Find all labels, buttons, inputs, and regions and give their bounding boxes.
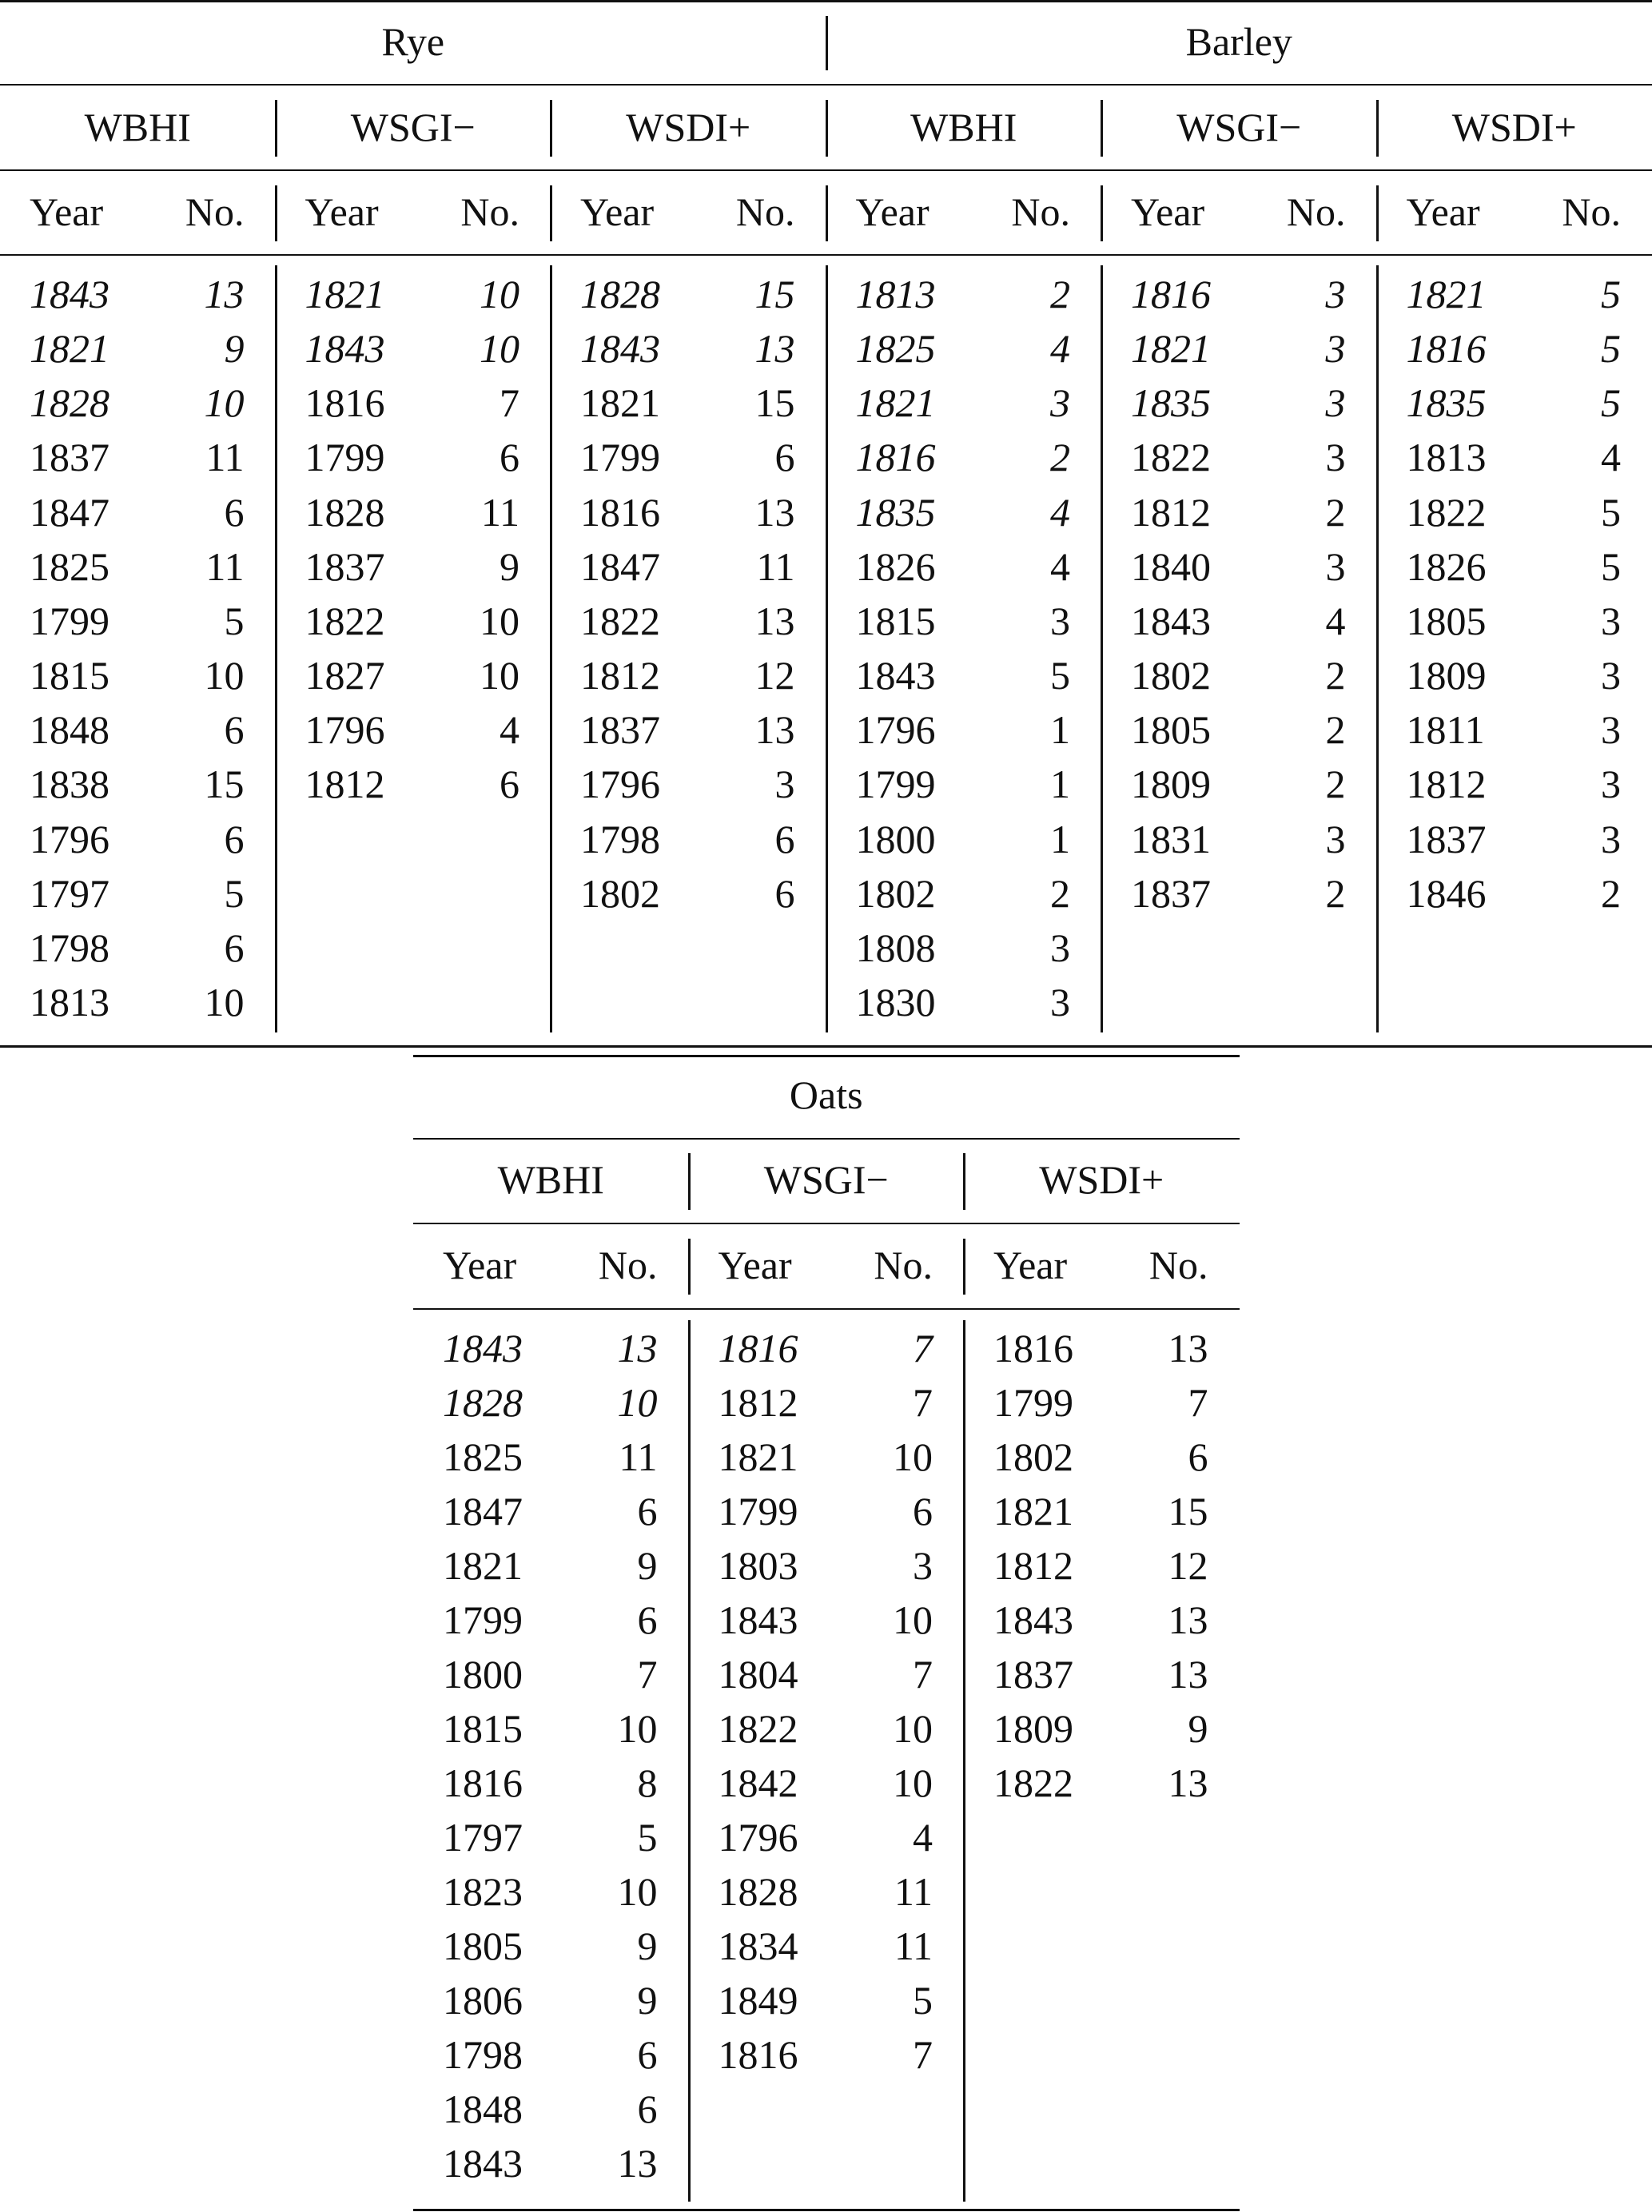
cell-year-rye-wsgi: 1843	[305, 326, 385, 372]
column-header-no: No.	[1011, 189, 1070, 234]
cell-no-rye-wsdi: 12	[754, 653, 795, 698]
cell-year-oats-wbhi: 1806	[443, 1978, 523, 2023]
cell-no-rye-wbhi: 10	[204, 380, 245, 426]
column-header-year: Year	[30, 189, 104, 234]
cell-no-barley-wbhi: 1	[1050, 816, 1070, 861]
cell-year-barley-wbhi: 1816	[855, 435, 936, 480]
cell-year-oats-wsdi: 1821	[993, 1489, 1073, 1534]
cell-year-oats-wsgi: 1849	[718, 1978, 798, 2023]
cell-no-oats-wbhi: 10	[617, 1869, 658, 1914]
cell-no-oats-wsdi: 9	[1188, 1706, 1208, 1751]
cell-no-barley-wbhi: 4	[1050, 326, 1070, 372]
cell-year-barley-wsgi: 1831	[1131, 816, 1211, 861]
cell-no-oats-wsgi: 5	[913, 1978, 933, 2023]
cell-no-rye-wsdi: 13	[754, 598, 795, 643]
column-header-no: No.	[598, 1243, 658, 1287]
cell-year-oats-wsdi: 1799	[993, 1380, 1073, 1425]
cell-year-oats-wsgi: 1804	[718, 1652, 798, 1697]
cell-no-oats-wsdi: 7	[1188, 1380, 1208, 1425]
cell-no-oats-wbhi: 10	[617, 1706, 658, 1751]
cell-no-barley-wbhi: 4	[1050, 543, 1070, 589]
cell-no-rye-wbhi: 11	[205, 543, 245, 589]
cell-year-oats-wsdi: 1809	[993, 1706, 1073, 1751]
cell-no-oats-wbhi: 9	[637, 1978, 658, 2023]
cell-year-rye-wbhi: 1848	[30, 707, 109, 753]
cell-no-barley-wbhi: 2	[1050, 272, 1070, 316]
cell-no-oats-wbhi: 9	[637, 1924, 658, 1968]
column-header-no: No.	[874, 1243, 933, 1287]
cell-no-oats-wbhi: 8	[637, 1760, 658, 1805]
cell-no-barley-wsdi: 5	[1601, 380, 1621, 426]
cell-no-barley-wsdi: 3	[1601, 762, 1621, 807]
cell-year-barley-wbhi: 1808	[855, 925, 936, 970]
column-header-year: Year	[443, 1243, 517, 1287]
cell-no-barley-wsgi: 3	[1325, 816, 1346, 861]
cell-no-rye-wsdi: 11	[756, 543, 795, 589]
cell-year-rye-wsdi: 1843	[580, 326, 660, 372]
cell-year-rye-wbhi: 1813	[30, 979, 109, 1024]
cell-year-rye-wsgi: 1812	[305, 762, 385, 807]
cell-no-rye-wsgi: 10	[480, 272, 519, 316]
cell-no-oats-wbhi: 9	[637, 1543, 658, 1588]
index-header-barley-wsdi: WSDI+	[1451, 105, 1577, 149]
cell-no-oats-wsgi: 10	[893, 1434, 933, 1479]
cell-no-oats-wbhi: 6	[637, 1597, 658, 1642]
index-header-rye-wsgi: WSGI−	[350, 105, 476, 149]
cell-no-barley-wbhi: 2	[1050, 435, 1070, 480]
cell-year-oats-wbhi: 1825	[443, 1434, 523, 1479]
cell-year-barley-wsdi: 1822	[1406, 489, 1487, 535]
cell-no-barley-wsdi: 2	[1601, 870, 1621, 916]
cell-year-rye-wbhi: 1796	[30, 816, 109, 861]
cell-year-oats-wsdi: 1816	[993, 1326, 1073, 1371]
cell-year-barley-wbhi: 1821	[855, 380, 936, 426]
cell-year-rye-wsdi: 1828	[580, 272, 660, 316]
cell-year-barley-wsgi: 1816	[1131, 272, 1211, 316]
cell-year-rye-wbhi: 1799	[30, 598, 109, 643]
cell-no-barley-wsdi: 5	[1601, 543, 1621, 589]
cell-no-rye-wsdi: 15	[754, 380, 795, 426]
column-header-no: No.	[1286, 189, 1346, 234]
cell-year-oats-wbhi: 1848	[443, 2087, 523, 2131]
cell-year-oats-wbhi: 1797	[443, 1815, 523, 1860]
cell-no-barley-wbhi: 3	[1050, 925, 1070, 970]
cell-no-barley-wsdi: 3	[1601, 653, 1621, 698]
cell-year-rye-wbhi: 1815	[30, 653, 109, 698]
cell-year-barley-wsdi: 1809	[1406, 653, 1487, 698]
cell-year-barley-wbhi: 1835	[855, 489, 936, 535]
cell-no-rye-wbhi: 6	[224, 816, 245, 861]
cell-year-barley-wsdi: 1826	[1406, 543, 1487, 589]
cell-year-oats-wsgi: 1822	[718, 1706, 798, 1751]
column-header-year: Year	[855, 189, 929, 234]
cell-year-rye-wsdi: 1802	[580, 870, 660, 916]
cell-no-oats-wsdi: 13	[1168, 1597, 1208, 1642]
cell-no-barley-wbhi: 5	[1050, 653, 1070, 698]
cell-no-rye-wsdi: 13	[754, 707, 795, 753]
cell-year-rye-wsdi: 1822	[580, 598, 660, 643]
cell-no-barley-wsdi: 4	[1601, 435, 1621, 480]
cell-no-barley-wbhi: 1	[1050, 762, 1070, 807]
cell-year-oats-wbhi: 1828	[443, 1380, 523, 1425]
cell-no-oats-wbhi: 10	[617, 1380, 658, 1425]
cell-year-oats-wbhi: 1843	[443, 2141, 523, 2186]
cell-no-oats-wsgi: 3	[913, 1543, 933, 1588]
cell-no-barley-wsgi: 2	[1325, 653, 1346, 698]
cell-year-rye-wbhi: 1798	[30, 925, 109, 970]
cell-year-oats-wsdi: 1802	[993, 1434, 1073, 1479]
cell-year-rye-wbhi: 1797	[30, 870, 109, 916]
cell-year-barley-wsgi: 1809	[1131, 762, 1211, 807]
cell-no-oats-wsdi: 6	[1188, 1434, 1208, 1479]
index-header-oats-wbhi: WBHI	[497, 1157, 604, 1202]
cell-no-rye-wsdi: 13	[754, 326, 795, 372]
cell-year-oats-wbhi: 1847	[443, 1489, 523, 1534]
cell-year-rye-wsdi: 1812	[580, 653, 660, 698]
cell-year-barley-wsdi: 1837	[1406, 816, 1487, 861]
cell-no-oats-wsgi: 10	[893, 1597, 933, 1642]
cell-year-oats-wsgi: 1821	[718, 1434, 798, 1479]
cell-year-oats-wbhi: 1816	[443, 1760, 523, 1805]
cell-no-barley-wsdi: 3	[1601, 816, 1621, 861]
cell-no-oats-wsdi: 13	[1168, 1326, 1208, 1371]
cell-year-barley-wbhi: 1796	[855, 707, 936, 753]
cell-year-rye-wsgi: 1822	[305, 598, 385, 643]
cell-no-barley-wsgi: 3	[1325, 435, 1346, 480]
cell-year-barley-wsgi: 1802	[1131, 653, 1211, 698]
cell-no-rye-wsgi: 6	[500, 435, 519, 480]
index-header-oats-wsdi: WSDI+	[1039, 1157, 1164, 1202]
cell-year-rye-wsgi: 1827	[305, 653, 385, 698]
cell-no-oats-wbhi: 6	[637, 1489, 658, 1534]
cell-no-oats-wsgi: 7	[913, 1326, 933, 1371]
cell-no-barley-wbhi: 4	[1050, 489, 1070, 535]
cell-year-rye-wsdi: 1798	[580, 816, 660, 861]
cell-year-rye-wsdi: 1821	[580, 380, 660, 426]
cell-year-barley-wsgi: 1805	[1131, 707, 1211, 753]
cell-no-barley-wsgi: 4	[1325, 598, 1346, 643]
cell-year-barley-wsgi: 1812	[1131, 489, 1211, 535]
cell-no-barley-wsgi: 2	[1325, 489, 1346, 535]
cell-year-barley-wsdi: 1835	[1406, 380, 1487, 426]
cell-year-rye-wsgi: 1828	[305, 489, 385, 535]
cell-year-rye-wbhi: 1825	[30, 543, 109, 589]
cell-year-oats-wsgi: 1828	[718, 1869, 798, 1914]
cell-year-barley-wsgi: 1840	[1131, 543, 1211, 589]
cell-year-oats-wsgi: 1796	[718, 1815, 798, 1860]
cell-no-oats-wsdi: 13	[1168, 1652, 1208, 1697]
cell-no-rye-wbhi: 11	[205, 435, 245, 480]
cell-year-rye-wsdi: 1816	[580, 489, 660, 535]
cell-no-rye-wbhi: 6	[224, 707, 245, 753]
cell-no-barley-wbhi: 2	[1050, 870, 1070, 916]
cell-year-barley-wsgi: 1821	[1131, 326, 1211, 372]
cell-year-oats-wsdi: 1843	[993, 1597, 1073, 1642]
cell-no-barley-wsdi: 5	[1601, 326, 1621, 372]
index-header-barley-wsgi: WSGI−	[1176, 105, 1302, 149]
cell-no-barley-wsdi: 5	[1601, 489, 1621, 535]
cell-no-oats-wsgi: 11	[894, 1869, 933, 1914]
cell-no-rye-wsgi: 9	[500, 543, 519, 589]
cell-year-oats-wbhi: 1843	[443, 1326, 523, 1371]
column-header-no: No.	[460, 189, 519, 234]
cell-year-barley-wbhi: 1800	[855, 816, 936, 861]
cell-no-barley-wsgi: 3	[1325, 272, 1346, 316]
cell-no-barley-wsgi: 3	[1325, 543, 1346, 589]
cell-no-barley-wsgi: 2	[1325, 707, 1346, 753]
cell-no-oats-wbhi: 13	[617, 1326, 658, 1371]
cell-no-oats-wbhi: 13	[617, 2141, 658, 2186]
cell-no-rye-wbhi: 5	[224, 870, 245, 916]
cell-year-rye-wsgi: 1799	[305, 435, 385, 480]
cell-year-oats-wbhi: 1798	[443, 2032, 523, 2077]
cell-no-oats-wsgi: 4	[913, 1815, 933, 1860]
cell-year-oats-wsgi: 1816	[718, 1326, 798, 1371]
cell-no-oats-wbhi: 11	[619, 1434, 658, 1479]
cell-no-barley-wsgi: 3	[1325, 326, 1346, 372]
column-header-year: Year	[580, 189, 655, 234]
cell-year-barley-wbhi: 1825	[855, 326, 936, 372]
index-header-barley-wbhi: WBHI	[910, 105, 1017, 149]
column-header-year: Year	[993, 1243, 1068, 1287]
cell-no-oats-wbhi: 6	[637, 2087, 658, 2131]
column-header-no: No.	[1562, 189, 1621, 234]
cell-year-barley-wsgi: 1837	[1131, 870, 1211, 916]
cell-no-rye-wsgi: 10	[480, 598, 519, 643]
cell-year-rye-wbhi: 1821	[30, 326, 109, 372]
cell-no-oats-wsgi: 10	[893, 1706, 933, 1751]
crop-header-barley: Barley	[1185, 19, 1292, 64]
cell-no-barley-wsgi: 3	[1325, 380, 1346, 426]
cell-year-barley-wbhi: 1813	[855, 272, 936, 316]
cell-year-oats-wsgi: 1803	[718, 1543, 798, 1588]
cell-no-oats-wsdi: 12	[1168, 1543, 1208, 1588]
cell-year-barley-wsdi: 1813	[1406, 435, 1487, 480]
column-header-no: No.	[185, 189, 245, 234]
cell-no-rye-wsgi: 7	[500, 380, 519, 426]
cell-no-barley-wsdi: 3	[1601, 598, 1621, 643]
cell-no-rye-wsdi: 15	[754, 272, 795, 316]
cell-year-rye-wbhi: 1843	[30, 272, 109, 316]
cell-no-rye-wbhi: 6	[224, 925, 245, 970]
cell-no-rye-wbhi: 13	[204, 272, 245, 316]
cell-year-oats-wsdi: 1812	[993, 1543, 1073, 1588]
cell-year-barley-wbhi: 1843	[855, 653, 936, 698]
cell-no-rye-wsdi: 6	[774, 435, 795, 480]
cell-no-barley-wbhi: 1	[1050, 707, 1070, 753]
cell-year-rye-wsdi: 1799	[580, 435, 660, 480]
cell-year-oats-wsgi: 1812	[718, 1380, 798, 1425]
cell-year-barley-wsdi: 1812	[1406, 762, 1487, 807]
cell-no-oats-wsgi: 7	[913, 2032, 933, 2077]
cell-year-rye-wbhi: 1838	[30, 762, 109, 807]
cell-no-rye-wbhi: 10	[204, 979, 245, 1024]
cell-no-rye-wbhi: 10	[204, 653, 245, 698]
cell-no-barley-wsdi: 3	[1601, 707, 1621, 753]
cell-no-rye-wsgi: 10	[480, 326, 519, 372]
crop-header-oats: Oats	[789, 1072, 863, 1117]
cell-year-barley-wsdi: 1821	[1406, 272, 1487, 316]
cell-no-oats-wsgi: 10	[893, 1760, 933, 1805]
cell-no-rye-wsdi: 6	[774, 816, 795, 861]
cell-no-barley-wbhi: 3	[1050, 380, 1070, 426]
cell-year-rye-wbhi: 1847	[30, 489, 109, 535]
cell-year-oats-wbhi: 1823	[443, 1869, 523, 1914]
cell-year-oats-wbhi: 1821	[443, 1543, 523, 1588]
column-header-year: Year	[305, 189, 379, 234]
cell-year-barley-wsdi: 1816	[1406, 326, 1487, 372]
cell-year-oats-wsdi: 1837	[993, 1652, 1073, 1697]
cell-year-oats-wsgi: 1842	[718, 1760, 798, 1805]
cell-year-barley-wbhi: 1799	[855, 762, 936, 807]
index-header-rye-wsdi: WSDI+	[626, 105, 751, 149]
cell-no-rye-wsdi: 13	[754, 489, 795, 535]
index-header-rye-wbhi: WBHI	[84, 105, 191, 149]
cell-no-oats-wsgi: 11	[894, 1924, 933, 1968]
cell-year-rye-wsgi: 1816	[305, 380, 385, 426]
cell-no-rye-wsgi: 10	[480, 653, 519, 698]
cell-no-oats-wbhi: 7	[637, 1652, 658, 1697]
cell-no-rye-wsgi: 4	[500, 707, 519, 753]
cell-no-barley-wbhi: 3	[1050, 979, 1070, 1024]
cell-year-rye-wsgi: 1796	[305, 707, 385, 753]
cell-no-oats-wbhi: 6	[637, 2032, 658, 2077]
index-header-oats-wsgi: WSGI−	[763, 1157, 889, 1202]
cell-year-barley-wbhi: 1815	[855, 598, 936, 643]
cell-year-oats-wsgi: 1816	[718, 2032, 798, 2077]
column-header-year: Year	[1131, 189, 1205, 234]
cell-no-barley-wsgi: 2	[1325, 870, 1346, 916]
column-header-year: Year	[718, 1243, 792, 1287]
cell-no-rye-wbhi: 9	[224, 326, 245, 372]
cell-no-rye-wsdi: 6	[774, 870, 795, 916]
cell-no-barley-wsdi: 5	[1601, 272, 1621, 316]
cell-year-oats-wsgi: 1834	[718, 1924, 798, 1968]
cell-year-rye-wsdi: 1837	[580, 707, 660, 753]
cell-year-oats-wbhi: 1805	[443, 1924, 523, 1968]
cell-year-rye-wsdi: 1847	[580, 543, 660, 589]
cell-year-rye-wbhi: 1837	[30, 435, 109, 480]
cell-no-rye-wsdi: 3	[774, 762, 795, 807]
cell-year-oats-wsgi: 1843	[718, 1597, 798, 1642]
cell-year-barley-wbhi: 1826	[855, 543, 936, 589]
cell-no-barley-wsgi: 2	[1325, 762, 1346, 807]
cell-year-barley-wsgi: 1835	[1131, 380, 1211, 426]
cell-year-barley-wsgi: 1843	[1131, 598, 1211, 643]
cell-year-rye-wsgi: 1837	[305, 543, 385, 589]
cell-year-oats-wsdi: 1822	[993, 1760, 1073, 1805]
cell-year-oats-wsgi: 1799	[718, 1489, 798, 1534]
cell-no-rye-wbhi: 15	[204, 762, 245, 807]
cell-year-barley-wsdi: 1805	[1406, 598, 1487, 643]
column-header-no: No.	[735, 189, 795, 234]
cell-year-barley-wbhi: 1802	[855, 870, 936, 916]
crop-header-rye: Rye	[381, 19, 445, 64]
cell-no-rye-wsgi: 11	[480, 489, 519, 535]
cell-no-rye-wbhi: 6	[224, 489, 245, 535]
cell-year-barley-wbhi: 1830	[855, 979, 936, 1024]
cell-year-barley-wsdi: 1846	[1406, 870, 1487, 916]
cell-year-oats-wbhi: 1815	[443, 1706, 523, 1751]
cell-no-oats-wsgi: 6	[913, 1489, 933, 1534]
cell-no-oats-wsgi: 7	[913, 1380, 933, 1425]
cell-year-oats-wbhi: 1799	[443, 1597, 523, 1642]
cell-no-oats-wbhi: 5	[637, 1815, 658, 1860]
cell-year-oats-wbhi: 1800	[443, 1652, 523, 1697]
cell-no-oats-wsgi: 7	[913, 1652, 933, 1697]
column-header-year: Year	[1406, 189, 1480, 234]
cell-year-barley-wsdi: 1811	[1406, 707, 1485, 753]
cell-year-rye-wbhi: 1828	[30, 380, 109, 426]
cell-no-oats-wsdi: 15	[1168, 1489, 1208, 1534]
column-header-no: No.	[1148, 1243, 1208, 1287]
cell-year-barley-wsgi: 1822	[1131, 435, 1211, 480]
cell-no-barley-wbhi: 3	[1050, 598, 1070, 643]
cell-no-rye-wsgi: 6	[500, 762, 519, 807]
cell-no-rye-wbhi: 5	[224, 598, 245, 643]
cell-year-rye-wsdi: 1796	[580, 762, 660, 807]
cell-no-oats-wsdi: 13	[1168, 1760, 1208, 1805]
cell-year-rye-wsgi: 1821	[305, 272, 385, 316]
